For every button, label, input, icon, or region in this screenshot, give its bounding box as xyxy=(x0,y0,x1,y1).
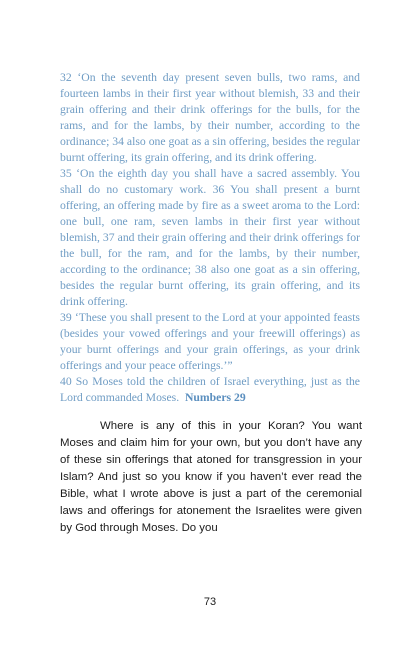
verse-40-text: 40 So Moses told the children of Israel everything, just as the Lord commanded Moses. xyxy=(60,375,360,404)
commentary-paragraph: Where is any of this in your Koran? You want Moses and claim him for your own, but you don’t have any of these sin offerings that atoned for transgression in your Islam? And just so you know if you haven’t ever read the Bible, what I wrote above is just a part of the ceremonial laws and offerings for atonement the Israelites were given by God through Moses. Do you xyxy=(60,420,362,534)
scripture-paragraph-verse-39: 39 ‘These you shall present to the Lord at your appointed feasts (besides your vowed offerings and your freewill offerings) as your burnt offerings and your grain offerings, as your drink offerings and your peace offerings.’” xyxy=(60,311,360,372)
scripture-reference: Numbers 29 xyxy=(184,391,246,404)
scripture-paragraph-verses-32-34: 32 ‘On the seventh day present seven bulls, two rams, and fourteen lambs in their first year without blemish, 33 and their grain offering and their drink offerings for the bulls, for the rams, and for the lambs, by their number, according to the ordinance; 34 also one goat as a sin offering, besides the regular burnt offering, its grain offering, and its drink offering. xyxy=(60,71,360,164)
page-number: 73 xyxy=(203,596,217,608)
scripture-paragraph-verses-35-38: 35 ‘On the eighth day you shall have a sacred assembly. You shall do no customary work. 36 You shall present a burnt offering, an offering made by fire as a sweet aroma to the Lord: one bull, one ram, seven lambs in their first year without blemish, 37 and their grain offering and their drink offerings for the bull, for the ram, and for the lambs, by their number, according to the ordinance; 38 also one goat as a sin offering, besides the regular burnt offering, its grain offering, and its drink offering. xyxy=(60,167,360,308)
scripture-paragraph-verse-40 xyxy=(60,374,360,406)
